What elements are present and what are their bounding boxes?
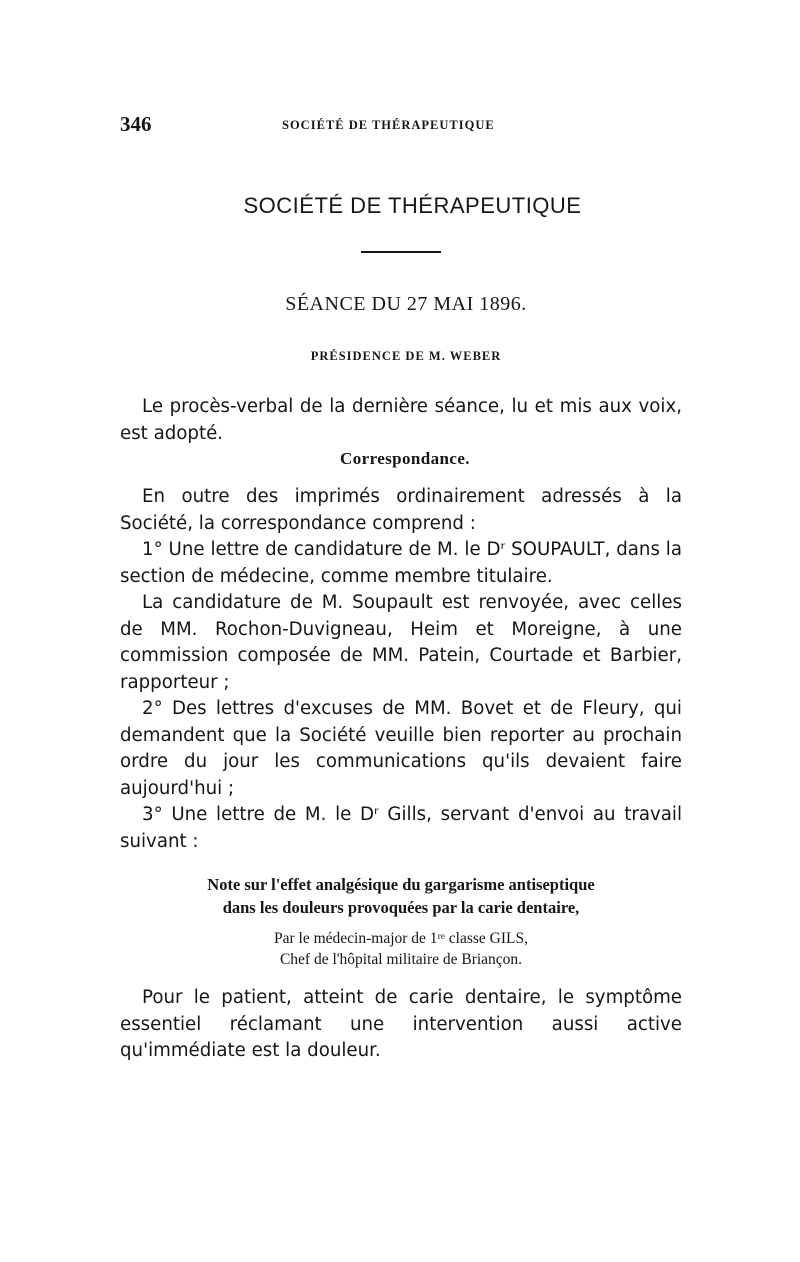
main-title: SOCIÉTÉ DE THÉRAPEUTIQUE (243, 193, 582, 218)
closing-paragraph: Pour le patient, atteint de carie dentaire, le symptôme essentiel réclamant une intervention aussi active qu'immédiate est la douleur. (120, 987, 682, 1061)
opening-paragraph-block (120, 394, 682, 447)
note-author (120, 928, 682, 970)
presidency-line: PRÉSIDENCE DE M. WEBER (310, 349, 502, 363)
closing-paragraph-block (120, 985, 682, 1065)
note-title-line: dans les douleurs provoquées par la carie dentaire, (222, 898, 580, 917)
page-number: 346 (120, 112, 152, 136)
correspondence-paragraph: La candidature de M. Soupault est renvoyée, avec celles de MM. Rochon-Duvigneau, Heim et Moreigne, à une commission composée de MM. Patein, Courtade et Barbier, rapporteur ; (120, 592, 682, 693)
running-head (120, 112, 682, 142)
running-title: SOCIÉTÉ DE THÉRAPEUTIQUE (282, 118, 495, 132)
title-rule (361, 251, 441, 253)
section-heading: Correspondance. (340, 449, 470, 468)
correspondence-paragraph: 2° Des lettres d'excuses de MM. Bovet et de Fleury, qui demandent que la Société veuille bien reporter au prochain ordre du jour les communications qu'ils devaient faire aujourd'hui ; (120, 698, 682, 799)
note-title-line: Note sur l'effet analgésique du gargarisme antiseptique (207, 875, 595, 894)
author-line: Chef de l'hôpital militaire de Briançon. (279, 951, 523, 968)
opening-paragraph: Le procès-verbal de la dernière séance, lu et mis aux voix, est adopté. (120, 396, 682, 444)
note-title (116, 873, 686, 919)
author-line: Par le médecin-major de 1ʳᵉ classe GILS, (274, 930, 528, 947)
correspondence-block (120, 484, 682, 855)
correspondence-paragraph: 1° Une lettre de candidature de M. le Dʳ SOUPAULT, dans la section de médecine, comme membre titulaire. (120, 539, 682, 587)
correspondence-paragraph: En outre des imprimés ordinairement adressés à la Société, la correspondance comprend : (120, 486, 682, 534)
correspondence-paragraph: 3° Une lettre de M. le Dʳ Gills, servant d'envoi au travail suivant : (120, 804, 682, 852)
session-title: SÉANCE DU 27 MAI 1896. (285, 293, 527, 315)
